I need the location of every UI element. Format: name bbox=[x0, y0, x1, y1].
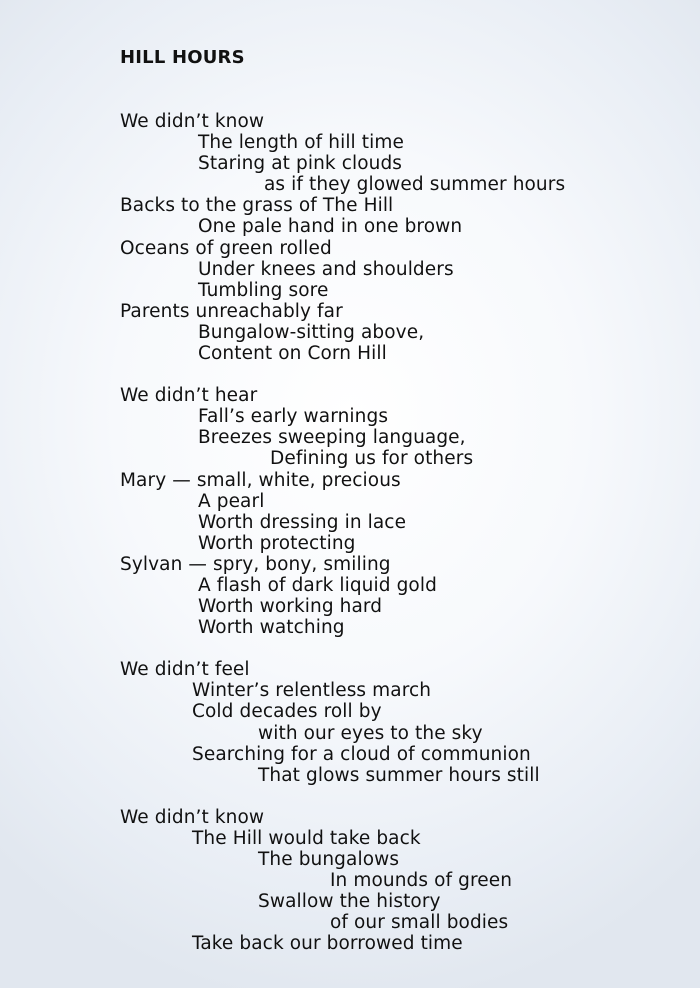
poem-line: of our small bodies bbox=[330, 912, 509, 934]
poem-line: Swallow the history bbox=[258, 891, 441, 913]
poem-line: A pearl bbox=[198, 490, 265, 512]
stanza-3 bbox=[120, 659, 680, 786]
stanza-2 bbox=[120, 385, 680, 638]
poem-line: Cold decades roll by bbox=[192, 701, 382, 723]
poem-line: Worth dressing in lace bbox=[198, 511, 407, 533]
poem-line: Breezes sweeping language, bbox=[198, 427, 466, 449]
poem-line: Sylvan — spry, bony, smiling bbox=[120, 553, 391, 575]
poem-line: Defining us for others bbox=[270, 448, 474, 470]
poem-line: Winter’s relentless march bbox=[192, 680, 432, 702]
poem-line: Searching for a cloud of communion bbox=[192, 743, 531, 765]
poem-line: We didn’t know bbox=[120, 806, 265, 828]
poem-line: We didn’t know bbox=[120, 111, 265, 132]
poem-body bbox=[120, 111, 680, 954]
poem-title: HILL HOURS bbox=[120, 47, 245, 68]
poem-line: Staring at pink clouds bbox=[198, 153, 403, 175]
poem-line: The Hill would take back bbox=[192, 827, 421, 849]
poem-line: In mounds of green bbox=[330, 870, 513, 892]
poem-line: Parents unreachably far bbox=[120, 300, 343, 322]
poem-line: Fall’s early warnings bbox=[198, 406, 389, 428]
poem-line: We didn’t hear bbox=[120, 385, 258, 407]
poem-line: Worth protecting bbox=[198, 532, 356, 554]
poem-line: Worth watching bbox=[198, 617, 345, 639]
poem-line: One pale hand in one brown bbox=[198, 216, 463, 238]
poem-line: as if they glowed summer hours bbox=[264, 174, 566, 196]
stanza-4 bbox=[120, 807, 680, 955]
poem-line: Bungalow-sitting above, bbox=[198, 321, 425, 343]
poem-line: Take back our borrowed time bbox=[192, 933, 463, 955]
poem-line: Oceans of green rolled bbox=[120, 237, 332, 259]
poem-line: The length of hill time bbox=[198, 132, 404, 154]
poem-line: Backs to the grass of The Hill bbox=[120, 195, 394, 217]
poem-line: Under knees and shoulders bbox=[198, 258, 454, 280]
poem-line: That glows summer hours still bbox=[258, 764, 540, 786]
poem-line: We didn’t feel bbox=[120, 659, 250, 681]
poem-line: Content on Corn Hill bbox=[198, 343, 387, 365]
poem-line: Worth working hard bbox=[198, 596, 383, 618]
poem-line: The bungalows bbox=[258, 849, 400, 870]
poem-line: Tumbling sore bbox=[198, 279, 329, 301]
poem-line: A flash of dark liquid gold bbox=[198, 574, 437, 596]
poem-line: Mary — small, white, precious bbox=[120, 469, 401, 491]
poem-line: with our eyes to the sky bbox=[258, 722, 483, 744]
stanza-1 bbox=[120, 111, 680, 364]
